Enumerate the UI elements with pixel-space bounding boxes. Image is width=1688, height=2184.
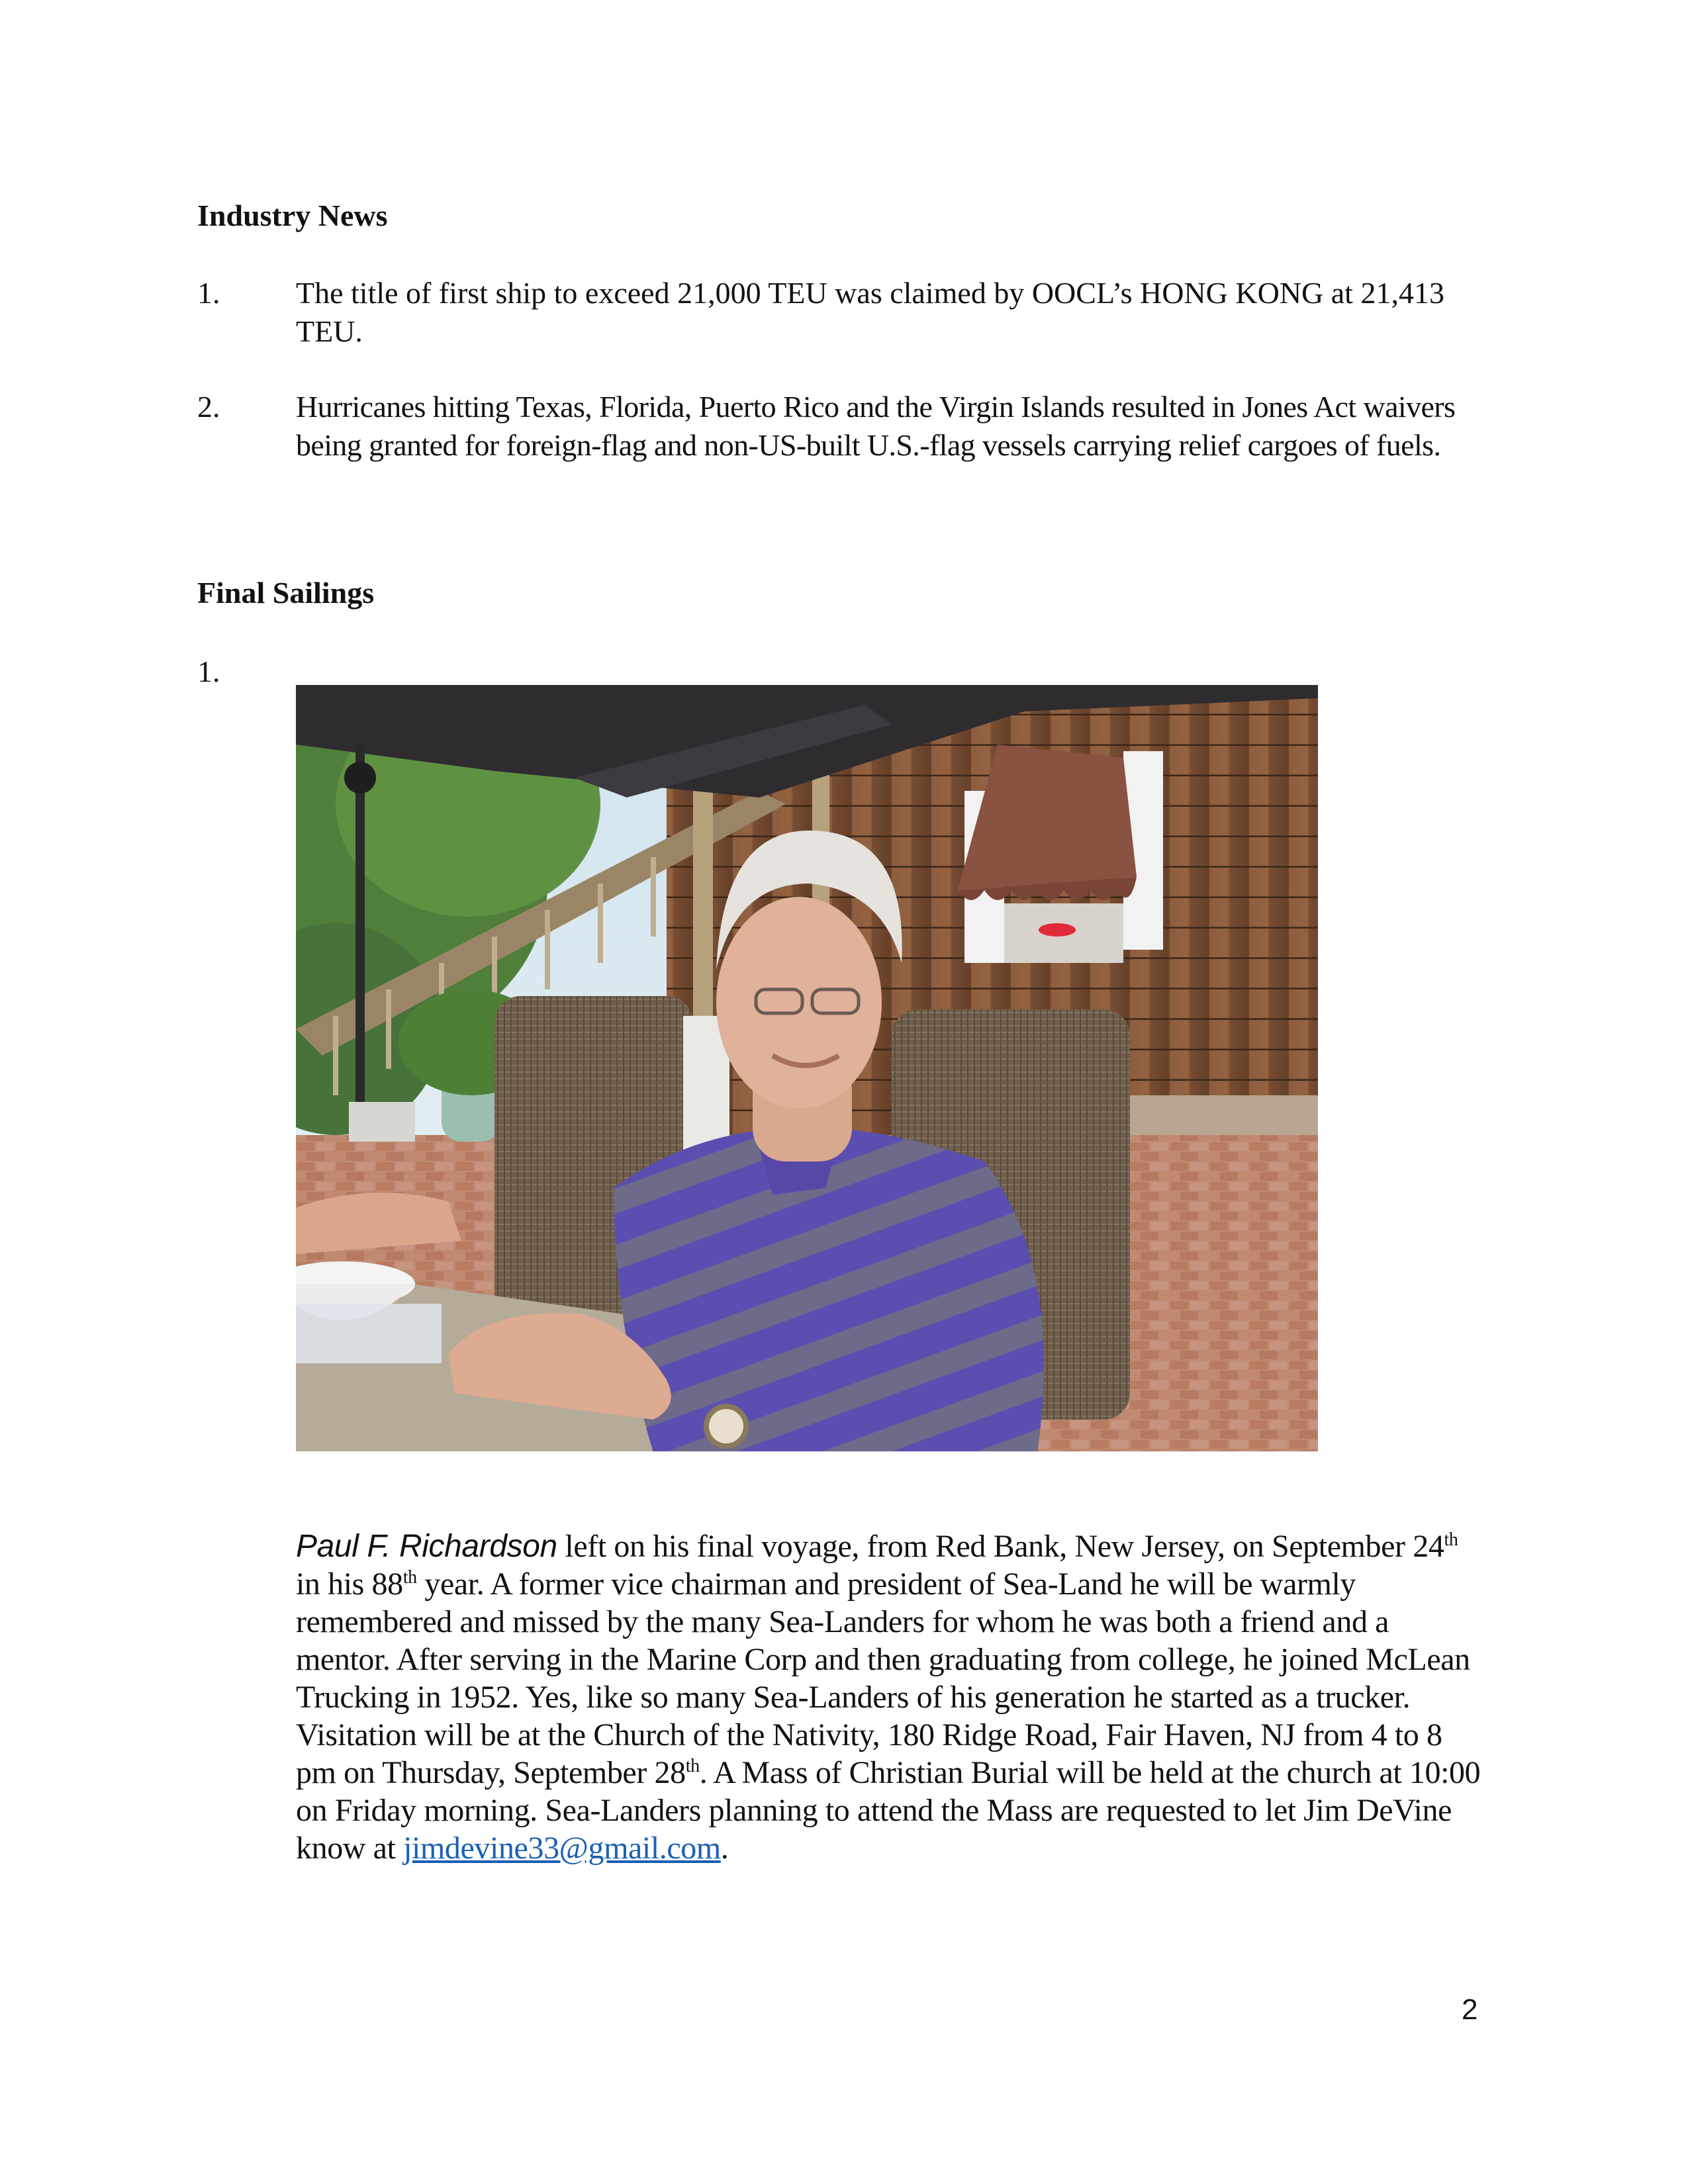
memorial-photo bbox=[296, 685, 1318, 1451]
caption-text-3: year. A former vice chairman and president of Sea-Land he will be warmly remembered and missed by the many Sea-Landers for whom he was both a friend and a mentor. After serving in the Marine Corp and then graduating from college, he joined McLean Trucking in 1952. Yes, like so many Sea-Landers of his generation he started as a trucker. Visitation will be at the Church of the Nativity, 180 Ridge Road, Fair Haven, NJ from 4 to 8 pm on Thursday, September 28 bbox=[296, 1567, 1470, 1790]
final-sailings-item-1-number: 1. bbox=[197, 655, 220, 688]
deceased-name: Paul F. Richardson bbox=[296, 1529, 557, 1564]
caption-text-2: in his 88 bbox=[296, 1567, 403, 1602]
industry-news-heading: Industry News bbox=[197, 199, 388, 232]
ordinal-suffix-2: th bbox=[402, 1567, 417, 1588]
industry-news-item-2-text: Hurricanes hitting Texas, Florida, Puerto Rico and the Virgin Islands resulted in Jones Act waivers being granted for foreign-flag and non-US-built U.S.-flag vessels carrying relief cargoes of fuels. bbox=[296, 390, 1456, 462]
caption-text-1: left on his final voyage, from Red Bank, New Jersey, on September 24 bbox=[557, 1529, 1444, 1564]
contact-email-link[interactable]: jimdevine33@gmail.com bbox=[403, 1831, 721, 1866]
final-sailings-heading: Final Sailings bbox=[197, 576, 375, 610]
page-number: 2 bbox=[1462, 1993, 1478, 2026]
caption-end: . bbox=[720, 1831, 729, 1866]
industry-news-item-1-text: The title of first ship to exceed 21,000 TEU was claimed by OOCL’s HONG KONG at 21,413 TEU. bbox=[296, 276, 1444, 348]
industry-news-item-2-number: 2. bbox=[197, 390, 220, 424]
ordinal-suffix-1: th bbox=[1444, 1529, 1458, 1550]
ordinal-suffix-3: th bbox=[685, 1756, 700, 1776]
industry-news-item-1-number: 1. bbox=[197, 276, 220, 310]
caption-text-4: . A Mass of Christian Burial will be held at the church at 10:00 on Friday morning. Sea-Landers planning to attend the Mass are requested to let Jim DeVine know at bbox=[296, 1755, 1481, 1866]
obituary-caption bbox=[296, 1527, 1487, 1867]
